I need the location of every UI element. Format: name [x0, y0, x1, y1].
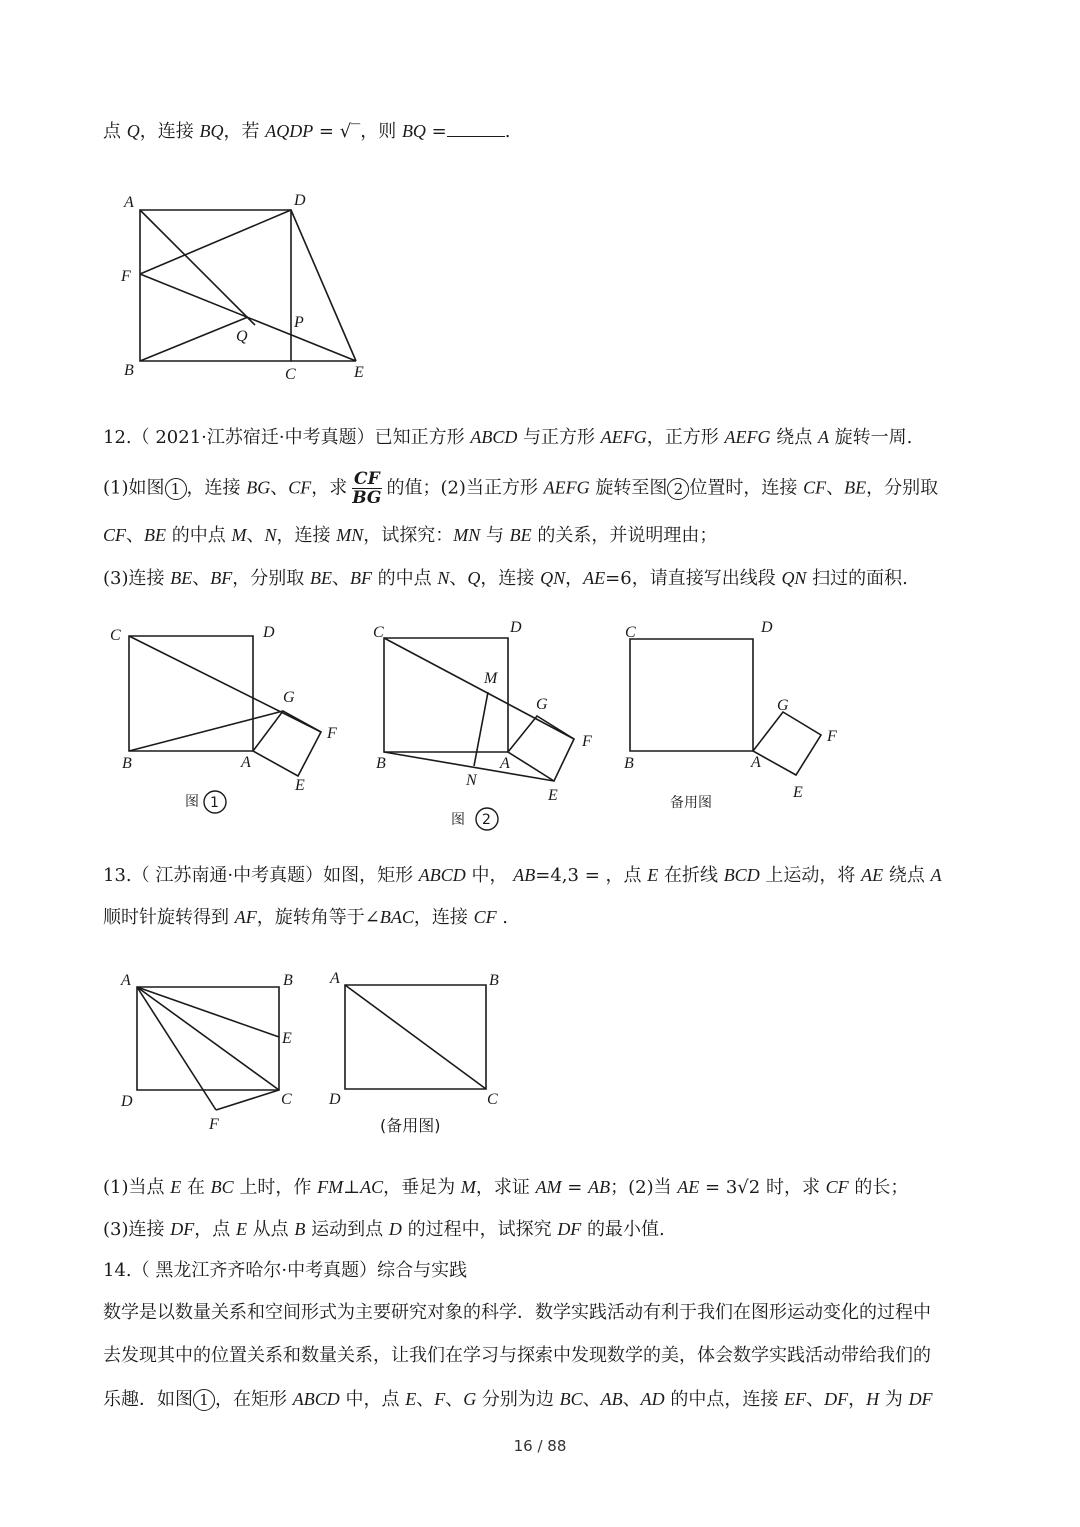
- text: = ，点: [578, 865, 648, 886]
- text: 、: [622, 1389, 641, 1410]
- var: F: [434, 1389, 446, 1409]
- label-c: C: [625, 624, 636, 641]
- q12-line-3: [103, 524, 717, 547]
- text: 乐趣．如图: [103, 1389, 193, 1410]
- text: 、: [449, 568, 468, 589]
- segment-cf: [216, 1090, 279, 1110]
- answer-blank: [447, 120, 505, 137]
- text: ⊥: [343, 1177, 361, 1198]
- text: ，点: [194, 1219, 236, 1240]
- text: 、: [270, 477, 289, 499]
- label-g: G: [536, 696, 548, 713]
- text: 12.（ 2021·江苏宿迁·中考真题）已知正方形: [103, 427, 471, 448]
- label-a: A: [751, 754, 761, 771]
- text: (1)当点: [103, 1177, 171, 1198]
- var: AD: [640, 1389, 665, 1409]
- q12-figure-1: [105, 620, 355, 820]
- text: 、: [806, 1389, 825, 1410]
- q13-line-3: [103, 1176, 908, 1199]
- label-c: C: [281, 1091, 292, 1108]
- label-f: F: [121, 268, 131, 285]
- var: BE: [309, 568, 332, 588]
- text: 、: [582, 1389, 601, 1410]
- text: 的过程中，试探究: [401, 1219, 558, 1240]
- label-d: D: [329, 1091, 341, 1108]
- label-f: F: [327, 725, 337, 742]
- q12-line-2: [103, 470, 938, 507]
- segment-ac: [137, 987, 279, 1090]
- label-d: D: [761, 619, 773, 636]
- text: (3)连接: [103, 568, 171, 589]
- text: ；(2)当: [610, 1177, 678, 1198]
- var: BF: [349, 568, 372, 588]
- text: 、: [416, 1389, 435, 1410]
- text: ，连接: [139, 121, 200, 142]
- q14-line-1: 14.（ 黑龙江齐齐哈尔·中考真题）综合与实践: [103, 1260, 468, 1281]
- text: ，求证: [475, 1177, 536, 1198]
- text: 、: [192, 568, 211, 589]
- var: ABCD: [292, 1389, 340, 1409]
- figure-caption: (备用图): [380, 1116, 441, 1135]
- text: ，连接: [480, 568, 541, 589]
- var: AE: [861, 865, 884, 885]
- var: MN: [336, 525, 364, 545]
- caption-number: 2: [482, 812, 491, 828]
- label-a: A: [241, 754, 251, 771]
- label-a: A: [500, 755, 510, 772]
- var: BC: [559, 1389, 583, 1409]
- figure-caption: 备用图: [670, 795, 712, 811]
- segment: [140, 317, 248, 361]
- text: 上时，作: [233, 1177, 318, 1198]
- text: =4: [535, 865, 562, 886]
- q11-text-line: [103, 120, 510, 143]
- page-number: 16 / 88: [513, 1437, 567, 1455]
- text: 中，: [465, 865, 514, 886]
- q12-figure-2: [370, 615, 610, 835]
- var: AF: [234, 907, 257, 927]
- text: 的中点，连接: [664, 1389, 785, 1410]
- text: 绕点: [770, 427, 818, 448]
- text: 的中点: [371, 568, 438, 589]
- circled-number: 1: [193, 1389, 215, 1411]
- var: BE: [170, 568, 193, 588]
- text: 与正方形: [517, 427, 601, 448]
- label-g: G: [283, 689, 295, 706]
- text: 从点: [246, 1219, 295, 1240]
- label-f: F: [827, 728, 837, 745]
- text: ，若: [223, 121, 266, 142]
- var: AEFG: [724, 427, 771, 447]
- var: BQ: [199, 121, 224, 141]
- var: DF: [557, 1219, 582, 1239]
- var: E: [170, 1177, 182, 1197]
- text: 3: [567, 865, 579, 886]
- var: AM: [535, 1177, 562, 1197]
- var: BE: [509, 525, 532, 545]
- var: AQ: [265, 121, 290, 141]
- text: 、: [331, 568, 350, 589]
- label-b: B: [124, 362, 134, 379]
- text: ，分别取: [232, 568, 310, 589]
- var: G: [463, 1389, 477, 1409]
- var: AE: [677, 1177, 700, 1197]
- q12-line-4: [103, 567, 908, 590]
- text: 中，点: [339, 1389, 406, 1410]
- label-b: B: [376, 755, 386, 772]
- text: ，垂足为: [383, 1177, 461, 1198]
- segment-cf: [129, 636, 321, 732]
- var: CF: [103, 525, 127, 545]
- text: 旋转至图: [589, 477, 668, 499]
- label-f: F: [582, 733, 592, 750]
- text: 分别为边: [476, 1389, 560, 1410]
- segment-bg: [129, 711, 283, 751]
- label-a: A: [121, 972, 131, 989]
- var: BG: [246, 477, 271, 498]
- fraction-numerator: CF: [354, 469, 380, 489]
- text: ，试探究：: [363, 525, 454, 546]
- text: 上运动，将: [759, 865, 862, 886]
- text: = √‾: [313, 121, 361, 142]
- var: AE: [583, 568, 606, 588]
- var: E: [647, 865, 659, 885]
- var: QN: [540, 568, 566, 588]
- label-q: Q: [236, 328, 248, 345]
- var: DP: [289, 121, 314, 141]
- text: ，连接: [186, 477, 247, 499]
- segment-ac: [345, 985, 486, 1089]
- square-abcd: [129, 636, 253, 751]
- label-d: D: [294, 192, 306, 209]
- text: ，分别取: [866, 477, 939, 499]
- figure-caption: 图: [185, 794, 199, 810]
- text: 运动到点: [305, 1219, 389, 1240]
- var: BE: [844, 477, 867, 498]
- q13-line-1: 13.（ 江苏南通·中考真题）如图，矩形 ABCD 中， AB=4,3 = ，点 E 在折线 BCD 上运动，将 AE 绕点 A: [103, 865, 942, 886]
- text: ，: [565, 568, 584, 589]
- label-c: C: [110, 627, 121, 644]
- q13-figure-main: [115, 965, 315, 1135]
- label-a: A: [330, 970, 340, 987]
- text: ，连接: [276, 525, 337, 546]
- var: FM: [317, 1177, 344, 1197]
- text: =: [561, 1177, 589, 1198]
- text: 位置时，连接: [689, 477, 804, 499]
- segment: [140, 210, 291, 274]
- var: A: [930, 865, 942, 885]
- text: 13.（ 江苏南通·中考真题）如图，矩形: [103, 865, 419, 886]
- var: AC: [360, 1177, 384, 1197]
- var: AEFG: [543, 477, 590, 498]
- label-a: A: [124, 194, 134, 211]
- text: 在: [181, 1177, 211, 1198]
- var: DF: [824, 1389, 849, 1409]
- text: 点: [103, 121, 127, 142]
- q14-line-3: 去发现其中的位置关系和数量关系，让我们在学习与探索中发现数学的美，体会数学实践活动带给我们的: [103, 1345, 931, 1366]
- var: BF: [210, 568, 233, 588]
- label-e: E: [793, 784, 803, 801]
- square-abcd: [630, 639, 753, 751]
- label-e: E: [295, 777, 305, 794]
- var: ABCD: [418, 865, 466, 885]
- q12-line-1: [103, 426, 912, 449]
- segment-ae: [137, 987, 279, 1037]
- var: M: [460, 1177, 476, 1197]
- var: H: [866, 1389, 880, 1409]
- text: 顺时针旋转得到: [103, 907, 235, 928]
- var: CF: [288, 477, 312, 498]
- text: .: [504, 121, 511, 142]
- var: M: [231, 525, 247, 545]
- label-b: B: [283, 972, 293, 989]
- square-aefg: [253, 711, 321, 776]
- text: ，旋转角等于∠: [256, 907, 380, 928]
- var: Q: [126, 121, 140, 141]
- var: D: [388, 1219, 402, 1239]
- q11-figure: [110, 185, 390, 385]
- circled-number: 2: [667, 478, 689, 500]
- var: DF: [170, 1219, 195, 1239]
- text: 的最小值.: [581, 1219, 665, 1240]
- label-d: D: [121, 1093, 133, 1110]
- text: 在折线: [658, 865, 724, 886]
- fraction-denominator: BG: [352, 488, 382, 508]
- square-abcd: [384, 638, 508, 752]
- figure-caption: 图: [451, 812, 465, 828]
- text: 、: [126, 525, 145, 546]
- segment-cf: [384, 638, 574, 739]
- var: EF: [784, 1389, 807, 1409]
- text: =6，请直接写出线段: [605, 568, 782, 589]
- var: QN: [781, 568, 807, 588]
- var: MN: [453, 525, 481, 545]
- label-m: M: [484, 670, 498, 687]
- q13-figure-spare: [325, 965, 515, 1145]
- square-aefg: [508, 716, 574, 781]
- var: AEFG: [600, 427, 647, 447]
- var: B: [294, 1219, 306, 1239]
- label-c: C: [487, 1091, 498, 1108]
- label-c: C: [285, 366, 296, 383]
- text: 、: [826, 477, 845, 499]
- text: 时，求: [760, 1177, 826, 1198]
- square-aefg: [753, 712, 821, 775]
- var: BQ: [401, 121, 426, 141]
- text: ，连接: [413, 907, 474, 928]
- label-d: D: [263, 624, 275, 641]
- var: BAC: [379, 907, 414, 927]
- var: AB: [600, 1389, 623, 1409]
- label-e: E: [354, 364, 364, 381]
- var: N: [437, 568, 450, 588]
- label-e: E: [282, 1030, 292, 1047]
- text: ，: [848, 1389, 867, 1410]
- segment-af: [137, 987, 216, 1110]
- var: AB: [588, 1177, 611, 1197]
- text: 的中点: [166, 525, 232, 546]
- fraction: [350, 470, 383, 507]
- text: 、: [445, 1389, 464, 1410]
- q14-line-4: [103, 1388, 933, 1411]
- var: N: [264, 525, 277, 545]
- var: BCD: [723, 865, 760, 885]
- var: A: [817, 427, 829, 447]
- q13-line-2: [103, 906, 508, 929]
- text: ，则: [360, 121, 402, 142]
- q13-line-4: [103, 1218, 665, 1241]
- text: =: [425, 121, 447, 142]
- label-d: D: [510, 619, 522, 636]
- var: AB: [513, 865, 536, 885]
- var: E: [235, 1219, 247, 1239]
- text: 旋转一周.: [828, 427, 913, 448]
- var: Q: [467, 568, 481, 588]
- var: ABCD: [470, 427, 518, 447]
- label-b: B: [624, 755, 634, 772]
- label-p: P: [294, 314, 304, 331]
- text: ，正方形: [646, 427, 725, 448]
- text: (3)连接: [103, 1219, 171, 1240]
- var: BC: [210, 1177, 234, 1197]
- text: 绕点: [883, 865, 931, 886]
- label-b: B: [489, 972, 499, 989]
- text: 的值；(2)当正方形: [386, 477, 544, 499]
- text: 的长；: [848, 1177, 909, 1198]
- label-f: F: [209, 1116, 219, 1133]
- segment-mn: [474, 692, 488, 766]
- text: ，求: [311, 477, 348, 499]
- text: 、: [246, 525, 265, 546]
- var: DF: [908, 1389, 933, 1409]
- label-c: C: [373, 624, 384, 641]
- label-b: B: [122, 755, 132, 772]
- label-e: E: [548, 787, 558, 804]
- text: (1)如图: [103, 477, 165, 499]
- var: CF: [825, 1177, 849, 1197]
- label-g: G: [777, 697, 789, 714]
- text: = 3√2: [699, 1177, 761, 1198]
- var: E: [405, 1389, 417, 1409]
- q14-line-2: 数学是以数量关系和空间形式为主要研究对象的科学．数学实践活动有利于我们在图形运动变化的过程中: [103, 1302, 931, 1323]
- circled-number: 1: [165, 478, 187, 500]
- text: 为: [879, 1389, 909, 1410]
- var: CF: [473, 907, 497, 927]
- text: 扫过的面积.: [806, 568, 908, 589]
- var: BE: [144, 525, 167, 545]
- q12-figure-3: [615, 615, 865, 815]
- caption-number: 1: [210, 795, 219, 811]
- var: CF: [803, 477, 827, 498]
- label-n: N: [466, 772, 477, 789]
- text: ，在矩形: [215, 1389, 293, 1410]
- text: 的关系，并说明理由；: [531, 525, 718, 546]
- text: 与: [480, 525, 510, 546]
- text: .: [496, 907, 509, 928]
